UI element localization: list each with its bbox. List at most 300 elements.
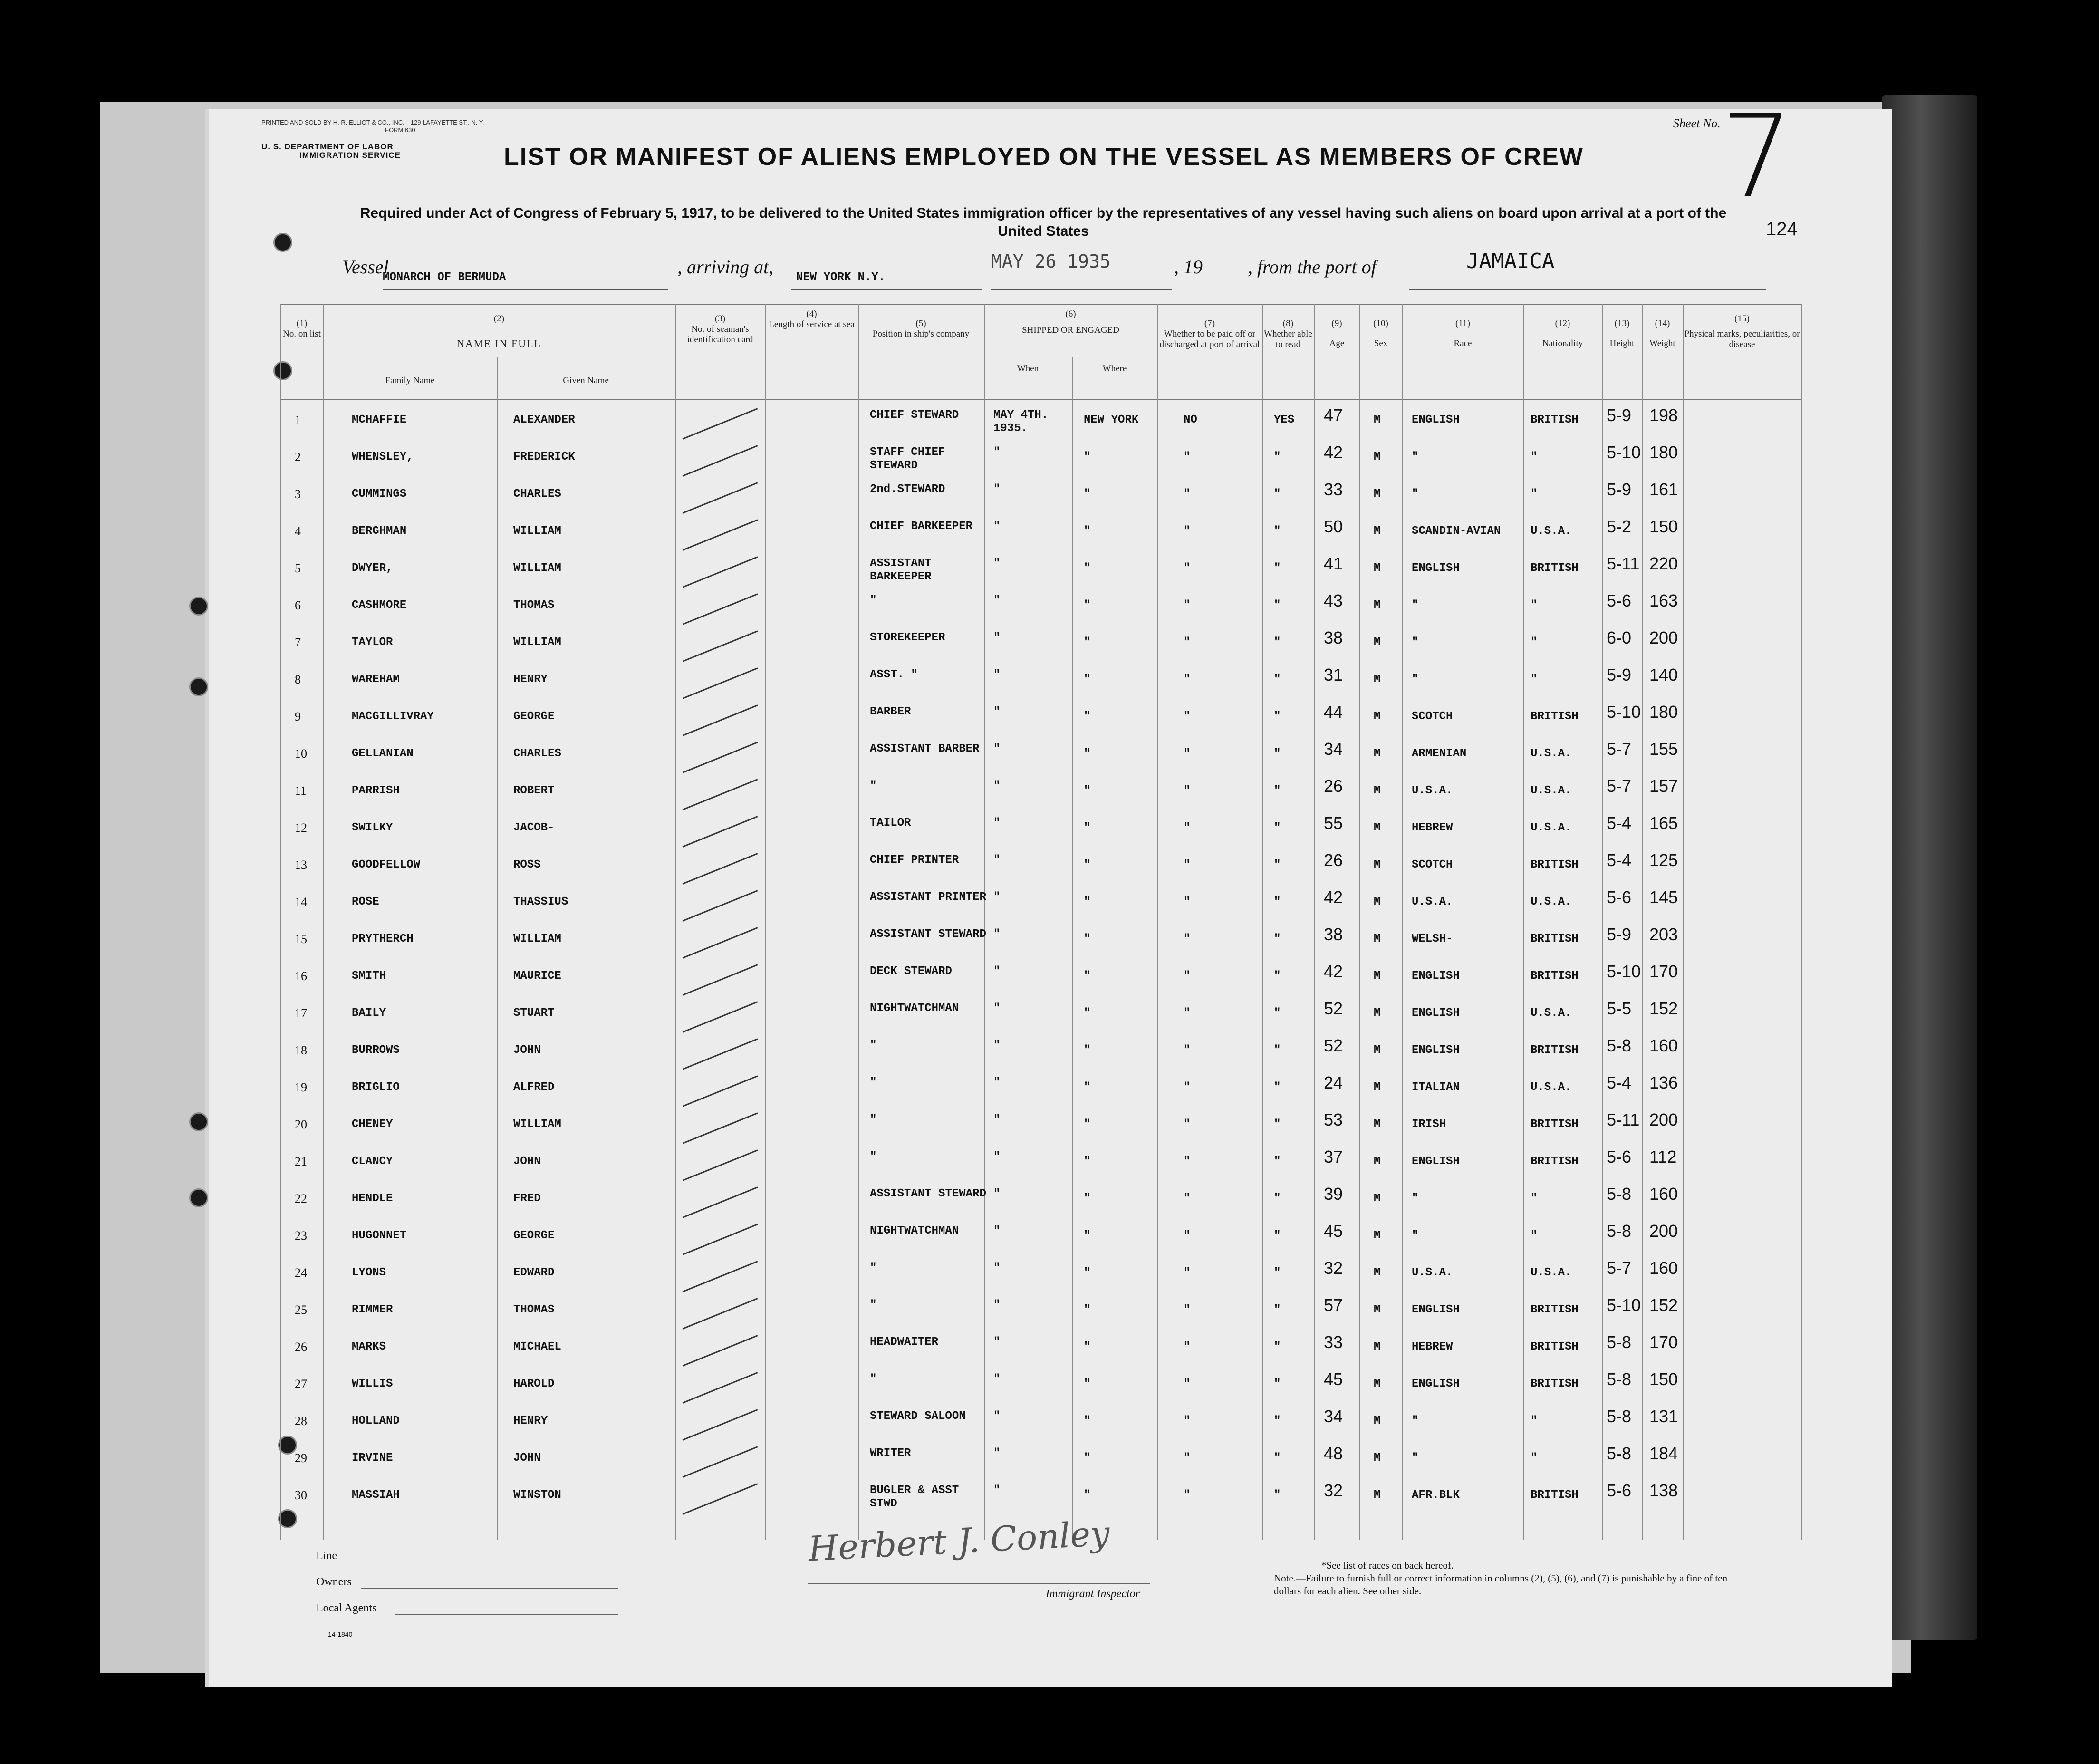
- given-name: WILLIAM: [513, 525, 561, 538]
- able-to-read: ": [1274, 784, 1281, 797]
- weight: 180: [1649, 702, 1678, 722]
- family-name: CLANCY: [352, 1155, 393, 1168]
- id-card-tick-mark: [683, 964, 758, 995]
- shipped-where: ": [1084, 784, 1091, 797]
- table-row: [280, 1332, 1801, 1374]
- ledger-binder: [1882, 95, 1977, 1640]
- table-row: [280, 1295, 1801, 1337]
- form-number: FORM 630: [385, 126, 415, 134]
- nationality: BRITISH: [1531, 710, 1579, 723]
- col9-header: [1314, 318, 1359, 349]
- shipped-where: ": [1084, 1155, 1091, 1168]
- col-label: Whether to be paid off or discharged at port of arrival: [1159, 329, 1260, 349]
- sex: M: [1374, 1340, 1381, 1353]
- sex: M: [1374, 896, 1381, 908]
- col-number: (12): [1555, 318, 1570, 328]
- age: 32: [1324, 1481, 1343, 1500]
- col7-header: [1157, 318, 1262, 350]
- col-label: No. on list: [283, 329, 321, 339]
- table-row: [280, 554, 1801, 595]
- able-to-read: ": [1274, 1081, 1281, 1094]
- nationality: BRITISH: [1531, 1378, 1579, 1390]
- table-row: [280, 517, 1801, 558]
- weight: 203: [1649, 925, 1678, 944]
- able-to-read: ": [1274, 1192, 1281, 1205]
- given-name-header: Given Name: [563, 376, 609, 386]
- paid-off: ": [1184, 562, 1191, 575]
- signature-underline: [808, 1583, 1150, 1584]
- nationality: U.S.A.: [1531, 1081, 1572, 1094]
- height: 5-8: [1607, 1184, 1632, 1204]
- height: 5-9: [1607, 480, 1632, 499]
- height: 5-7: [1607, 776, 1632, 796]
- table-row: [280, 591, 1801, 632]
- year-label: , 19: [1174, 256, 1203, 278]
- col-number: (6): [1065, 309, 1076, 319]
- position: ASSISTANT BARBER: [870, 742, 980, 755]
- sex: M: [1374, 933, 1381, 945]
- sex: M: [1374, 784, 1381, 797]
- sex: M: [1374, 858, 1381, 871]
- nationality: ": [1531, 1415, 1538, 1427]
- col5-header: [858, 318, 984, 339]
- able-to-read: ": [1274, 1489, 1281, 1502]
- id-card-tick-mark: [683, 445, 758, 476]
- table-row: [280, 702, 1801, 743]
- weight: 112: [1649, 1147, 1677, 1166]
- shipped-when: ": [993, 1187, 1001, 1200]
- weight: 152: [1649, 999, 1678, 1018]
- given-name: CHARLES: [513, 488, 561, 501]
- shipped-when: ": [993, 1076, 1001, 1089]
- given-name: THOMAS: [513, 1303, 555, 1316]
- id-card-tick-mark: [683, 1298, 758, 1329]
- table-row: [280, 628, 1801, 669]
- sex: M: [1374, 1415, 1381, 1427]
- sheet-no-label: Sheet No.: [1673, 116, 1721, 130]
- table-row: [280, 1147, 1801, 1188]
- race: HEBREW: [1412, 821, 1453, 834]
- shipped-when: ": [993, 1410, 1001, 1423]
- race: ": [1412, 1452, 1419, 1465]
- table-row: [280, 443, 1801, 484]
- col-number: (1): [296, 318, 308, 328]
- table-row: [280, 776, 1801, 818]
- weight: 136: [1649, 1073, 1678, 1092]
- age: 52: [1324, 1036, 1343, 1055]
- nationality: U.S.A.: [1531, 747, 1572, 760]
- paid-off: ": [1184, 673, 1191, 686]
- given-name: ROSS: [513, 858, 541, 871]
- position: DECK STEWARD: [870, 965, 952, 978]
- height: 5-6: [1607, 887, 1632, 907]
- table-row: [280, 1407, 1801, 1448]
- age: 42: [1324, 887, 1343, 907]
- race: ENGLISH: [1412, 414, 1460, 426]
- height: 5-10: [1607, 1295, 1641, 1315]
- family-name: MACGILLIVRAY: [352, 710, 434, 723]
- table-row: [280, 887, 1801, 929]
- col6-header: [984, 309, 1157, 336]
- height: 5-4: [1607, 1073, 1632, 1092]
- col-number: (8): [1282, 318, 1294, 328]
- family-name-header: Family Name: [385, 376, 435, 386]
- arriving-label: , arriving at,: [677, 256, 774, 278]
- shipped-where: ": [1084, 1303, 1091, 1316]
- shipped-when: ": [993, 1299, 1001, 1311]
- able-to-read: ": [1274, 1340, 1281, 1353]
- family-name: PRYTHERCH: [352, 933, 414, 945]
- row-number: 4: [295, 524, 301, 538]
- row-number: 6: [295, 598, 301, 612]
- able-to-read: ": [1274, 1415, 1281, 1427]
- table-row: [280, 1184, 1801, 1225]
- sex: M: [1374, 488, 1381, 501]
- row-number: 14: [295, 895, 307, 909]
- id-card-tick-mark: [683, 1446, 758, 1477]
- row-number: 26: [295, 1340, 307, 1354]
- nationality: U.S.A.: [1531, 821, 1572, 834]
- port-underline: [1409, 289, 1766, 290]
- height: 5-8: [1607, 1332, 1632, 1352]
- position: ": [870, 1113, 877, 1126]
- paid-off: ": [1184, 933, 1191, 945]
- race: ENGLISH: [1412, 1303, 1460, 1316]
- shipped-where: ": [1084, 1081, 1091, 1094]
- date-underline: [991, 289, 1172, 290]
- shipped-where: ": [1084, 1192, 1091, 1205]
- service: IMMIGRATION SERVICE: [299, 151, 401, 160]
- age: 53: [1324, 1110, 1343, 1129]
- family-name: CASHMORE: [352, 599, 407, 612]
- shipped-where: ": [1084, 673, 1091, 686]
- weight: 160: [1649, 1036, 1678, 1055]
- col3-header: [675, 314, 765, 345]
- race: ITALIAN: [1412, 1081, 1460, 1094]
- position: ": [870, 780, 877, 792]
- paid-off: NO: [1184, 414, 1197, 426]
- position: ASSISTANT STEWARD: [870, 928, 986, 941]
- col-rule: [1801, 304, 1802, 1540]
- nationality: BRITISH: [1531, 414, 1579, 426]
- sex: M: [1374, 599, 1381, 612]
- table-row: [280, 1036, 1801, 1077]
- table-row: [280, 999, 1801, 1040]
- given-name: JOHN: [513, 1044, 541, 1057]
- position: ": [870, 1299, 877, 1311]
- able-to-read: ": [1274, 488, 1281, 501]
- nationality: BRITISH: [1531, 858, 1579, 871]
- family-name: HENDLE: [352, 1192, 393, 1205]
- age: 38: [1324, 628, 1343, 647]
- given-name: THOMAS: [513, 599, 555, 612]
- position: STAFF CHIEF STEWARD: [870, 446, 945, 472]
- row-number: 30: [295, 1488, 307, 1502]
- paid-off: ": [1184, 1155, 1191, 1168]
- table-row: [280, 1369, 1801, 1411]
- given-name: HAROLD: [513, 1378, 555, 1390]
- id-card-tick-mark: [683, 1372, 758, 1403]
- sheet-number: 7: [1721, 90, 1793, 223]
- age: 33: [1324, 1332, 1343, 1352]
- shipped-where: ": [1084, 1007, 1091, 1020]
- height: 6-0: [1607, 628, 1632, 647]
- weight: 163: [1649, 591, 1678, 610]
- shipped-when: ": [993, 965, 1001, 978]
- weight: 160: [1649, 1184, 1678, 1204]
- row-number: 24: [295, 1266, 307, 1280]
- shipped-where: ": [1084, 821, 1091, 834]
- able-to-read: ": [1274, 636, 1281, 649]
- family-name: CHENEY: [352, 1118, 393, 1131]
- shipped-when: MAY 4TH. 1935.: [993, 409, 1049, 435]
- given-name: GEORGE: [513, 1229, 555, 1242]
- row-number: 18: [295, 1043, 307, 1057]
- weight: 140: [1649, 665, 1678, 684]
- position: CHIEF STEWARD: [870, 409, 959, 422]
- nationality: BRITISH: [1531, 1118, 1579, 1131]
- able-to-read: ": [1274, 1229, 1281, 1242]
- position: ": [870, 1076, 877, 1089]
- paid-off: ": [1184, 525, 1191, 538]
- table-row: [280, 962, 1801, 1003]
- shipped-where: ": [1084, 1044, 1091, 1057]
- family-name: TAYLOR: [352, 636, 393, 649]
- height: 5-8: [1607, 1036, 1632, 1055]
- given-name: WILLIAM: [513, 562, 561, 575]
- row-number: 27: [295, 1377, 307, 1391]
- shipped-when: ": [993, 1039, 1001, 1052]
- shipped-when: ": [993, 817, 1001, 829]
- weight: 150: [1649, 1369, 1678, 1389]
- age: 47: [1324, 405, 1343, 425]
- height: 5-6: [1607, 1147, 1632, 1166]
- position: ASSISTANT BARKEEPER: [870, 557, 932, 583]
- position: WRITER: [870, 1447, 911, 1460]
- row-number: 19: [295, 1080, 307, 1094]
- shipped-when: ": [993, 1373, 1001, 1386]
- race: HEBREW: [1412, 1340, 1453, 1353]
- shipped-where: NEW YORK: [1084, 414, 1139, 426]
- given-name: ALFRED: [513, 1081, 555, 1094]
- paid-off: ": [1184, 1192, 1191, 1205]
- race: U.S.A.: [1412, 896, 1453, 908]
- able-to-read: ": [1274, 1266, 1281, 1279]
- shipped-where: ": [1084, 488, 1091, 501]
- shipped-where: ": [1084, 525, 1091, 538]
- shipped-when: ": [993, 1262, 1001, 1274]
- header-bottom-rule: [280, 399, 1801, 400]
- id-card-tick-mark: [683, 1149, 758, 1181]
- height: 5-8: [1607, 1369, 1632, 1389]
- sex: M: [1374, 747, 1381, 760]
- weight: 200: [1649, 1221, 1678, 1241]
- weight: 161: [1649, 480, 1678, 499]
- col2-header: [323, 314, 675, 349]
- id-card-tick-mark: [683, 593, 758, 625]
- given-name: EDWARD: [513, 1266, 555, 1279]
- nationality: U.S.A.: [1531, 784, 1572, 797]
- shipped-where: ": [1084, 933, 1091, 945]
- weight: 145: [1649, 887, 1678, 907]
- shipped-when: ": [993, 520, 1001, 533]
- owners-underline: [361, 1588, 618, 1589]
- sex: M: [1374, 1266, 1381, 1279]
- col14-header: [1642, 318, 1683, 349]
- sex: M: [1374, 1229, 1381, 1242]
- height: 5-9: [1607, 665, 1632, 684]
- col-label: Position in ship's company: [872, 329, 970, 339]
- given-name: CHARLES: [513, 747, 561, 760]
- col-number: (3): [714, 314, 726, 324]
- age: 42: [1324, 443, 1343, 462]
- weight: 138: [1649, 1481, 1678, 1500]
- shipped-where: ": [1084, 562, 1091, 575]
- sex: M: [1374, 636, 1381, 649]
- id-card-tick-mark: [683, 1038, 758, 1070]
- family-name: ROSE: [352, 896, 379, 908]
- family-name: BAILY: [352, 1007, 386, 1020]
- shipped-where: ": [1084, 1118, 1091, 1131]
- able-to-read: ": [1274, 562, 1281, 575]
- sex: M: [1374, 525, 1381, 538]
- vessel-label: Vessel: [342, 256, 389, 278]
- id-card-tick-mark: [683, 779, 758, 810]
- col-number: (11): [1455, 318, 1470, 328]
- col15-header: [1683, 314, 1801, 350]
- height: 5-9: [1607, 405, 1632, 425]
- manifest-title: LIST OR MANIFEST OF ALIENS EMPLOYED ON THE VESSEL AS MEMBERS OF CREW: [504, 143, 1584, 171]
- table-top-rule: [280, 304, 1801, 305]
- shipped-where: ": [1084, 1229, 1091, 1242]
- nationality: U.S.A.: [1531, 1007, 1572, 1020]
- sex: M: [1374, 1081, 1381, 1094]
- shipped-when: ": [993, 1150, 1001, 1163]
- printer-line: PRINTED AND SOLD BY H. R. ELLIOT & CO., INC.—129 LAFAYETTE ST., N. Y.: [261, 119, 484, 126]
- nationality: BRITISH: [1531, 933, 1579, 945]
- race: IRISH: [1412, 1118, 1446, 1131]
- vessel-line: [335, 249, 1780, 295]
- position: ASST. ": [870, 668, 918, 681]
- paid-off: ": [1184, 1378, 1191, 1390]
- age: 34: [1324, 1407, 1343, 1426]
- table-row: [280, 1258, 1801, 1300]
- owners-label: Owners: [316, 1576, 352, 1588]
- manifest-subtitle: Required under Act of Congress of February 5, 1917, to be delivered to the United States immigration officer by the representatives of any vessel having such aliens on board upon arrival at a port of the United States: [360, 205, 1727, 239]
- age: 38: [1324, 925, 1343, 944]
- shipped-when: ": [993, 1447, 1001, 1460]
- col-number: (13): [1614, 318, 1630, 328]
- position: ": [870, 1039, 877, 1052]
- row-number: 3: [295, 487, 301, 501]
- shipped-when: ": [993, 1484, 1001, 1497]
- sex: M: [1374, 1303, 1381, 1316]
- shipped-when: ": [993, 891, 1001, 904]
- age: 42: [1324, 962, 1343, 981]
- given-name: MICHAEL: [513, 1340, 561, 1353]
- shipped-where: ": [1084, 599, 1091, 612]
- race: ENGLISH: [1412, 970, 1460, 983]
- race: ": [1412, 488, 1419, 501]
- row-number: 8: [295, 673, 301, 686]
- col-label: NAME IN FULL: [457, 337, 541, 349]
- position: HEADWAITER: [870, 1336, 939, 1349]
- paid-off: ": [1184, 710, 1191, 723]
- binder-hole: [189, 677, 208, 696]
- line-label: Line: [316, 1550, 337, 1562]
- position: ": [870, 1150, 877, 1163]
- shipped-when: ": [993, 780, 1001, 792]
- row-number: 23: [295, 1229, 307, 1243]
- table-row: [280, 405, 1801, 447]
- shipped-where: ": [1084, 1340, 1091, 1353]
- nationality: U.S.A.: [1531, 1266, 1572, 1279]
- race: SCOTCH: [1412, 858, 1453, 871]
- age: 43: [1324, 591, 1343, 610]
- row-number: 11: [295, 784, 307, 798]
- sex: M: [1374, 970, 1381, 983]
- family-name: CUMMINGS: [352, 488, 407, 501]
- id-card-tick-mark: [683, 1001, 758, 1032]
- race: SCANDIN-AVIAN: [1412, 525, 1501, 538]
- col-number: (10): [1373, 318, 1388, 328]
- position: TAILOR: [870, 817, 911, 829]
- given-name: HENRY: [513, 673, 548, 686]
- paid-off: ": [1184, 1229, 1191, 1242]
- race: ENGLISH: [1412, 1155, 1460, 1168]
- height: 5-8: [1607, 1444, 1632, 1463]
- position: ": [870, 1373, 877, 1386]
- sex: M: [1374, 451, 1381, 463]
- able-to-read: ": [1274, 1118, 1281, 1131]
- weight: 170: [1649, 962, 1678, 981]
- able-to-read: ": [1274, 710, 1281, 723]
- age: 45: [1324, 1369, 1343, 1389]
- family-name: IRVINE: [352, 1452, 393, 1465]
- sex: M: [1374, 710, 1381, 723]
- family-name: MASSIAH: [352, 1489, 400, 1502]
- nationality: BRITISH: [1531, 1489, 1579, 1502]
- paid-off: ": [1184, 636, 1191, 649]
- shipped-where: ": [1084, 451, 1091, 463]
- position: BARBER: [870, 705, 911, 718]
- arrival-port: NEW YORK N.Y.: [796, 271, 886, 284]
- race: ENGLISH: [1412, 1007, 1460, 1020]
- id-card-tick-mark: [683, 742, 758, 773]
- nationality: BRITISH: [1531, 562, 1579, 575]
- weight: 165: [1649, 813, 1678, 833]
- able-to-read: ": [1274, 1044, 1281, 1057]
- weight: 157: [1649, 776, 1678, 796]
- col-label: No. of seaman's identification card: [687, 324, 753, 345]
- nationality: ": [1531, 636, 1538, 649]
- able-to-read: ": [1274, 451, 1281, 463]
- given-name: STUART: [513, 1007, 555, 1020]
- col4-header: [765, 309, 858, 330]
- shipped-where: ": [1084, 896, 1091, 908]
- race-footnote: *See list of races on back hereof.: [1321, 1560, 1454, 1571]
- nationality: U.S.A.: [1531, 896, 1572, 908]
- col10-header: [1359, 318, 1402, 349]
- id-card-tick-mark: [683, 482, 758, 513]
- paid-off: ": [1184, 599, 1191, 612]
- race: ENGLISH: [1412, 562, 1460, 575]
- nationality: BRITISH: [1531, 970, 1579, 983]
- id-card-tick-mark: [683, 816, 758, 847]
- vessel-underline: [383, 289, 668, 290]
- paid-off: ": [1184, 747, 1191, 760]
- binder-hole: [273, 233, 292, 252]
